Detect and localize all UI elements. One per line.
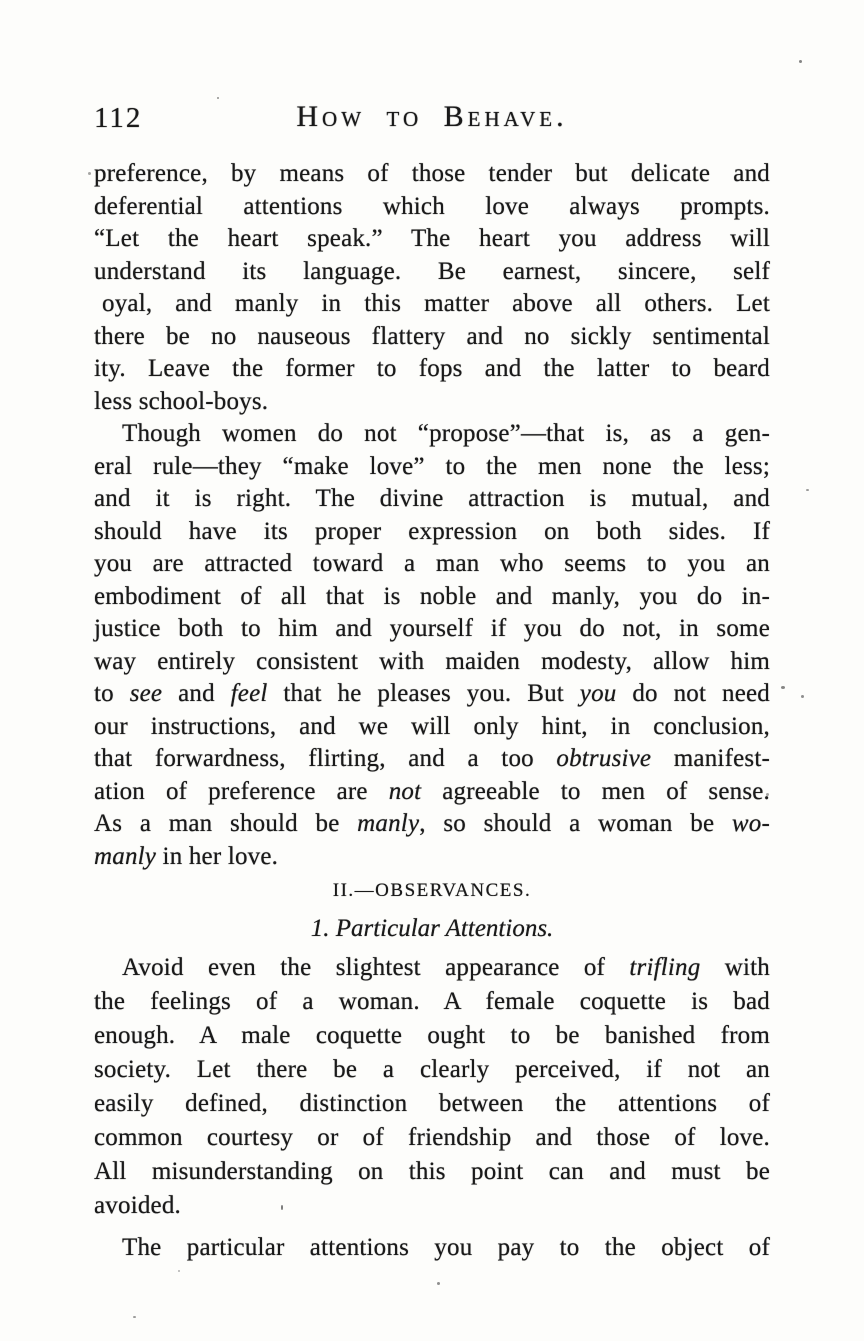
text-line [94, 1053, 770, 1087]
text-line [94, 808, 770, 841]
page-number: 112 [94, 102, 143, 134]
text-segment: manly [94, 842, 157, 870]
text-segment: , so should a woman be [419, 810, 732, 837]
scan-speck [133, 1316, 136, 1318]
text-segment: see [129, 680, 163, 707]
scan-speck [806, 489, 809, 491]
text-segment: there be no nauseous flattery and no sickly sentimental [94, 322, 770, 350]
text-line [94, 841, 770, 874]
text-segment: in her love. [156, 842, 279, 870]
text-segment: you [579, 680, 617, 707]
text-line [94, 776, 770, 809]
text-segment: Avoid even the slightest appearance of [122, 954, 630, 981]
text-line [94, 386, 770, 419]
text-line [94, 711, 770, 744]
text-segment: to [94, 680, 130, 707]
text-segment: that he pleases you. But [267, 680, 580, 707]
subsection-heading: 1. Particular Attentions. [310, 915, 554, 942]
text-line [94, 1155, 770, 1189]
text-segment: All misunderstanding on this point can and must be [94, 1158, 770, 1185]
text-line [94, 1121, 770, 1155]
text-line [94, 451, 770, 484]
text-segment: oyal, and manly in this matter above all others. Let [102, 290, 770, 317]
text-segment: avoided. [94, 1192, 181, 1219]
text-segment: our instructions, and we will only hint, in conclusion, [94, 712, 770, 740]
text-segment: should have its proper expression on both sides. If [94, 517, 770, 545]
text-line [94, 1231, 770, 1265]
text-line [94, 483, 770, 516]
text-segment: trifling [629, 954, 701, 981]
text-segment: not [388, 777, 422, 805]
text-line [94, 418, 770, 451]
text-segment: embodiment of all that is noble and manly, you do in- [94, 582, 770, 610]
text-line [94, 613, 770, 646]
text-segment: Though women do not “propose”—that is, as a gen- [122, 420, 770, 447]
text-segment: easily defined, distinction between the attentions of [94, 1090, 770, 1117]
text-segment: deferential attentions which love always prompts. [94, 192, 770, 220]
text-segment: wo- [731, 810, 770, 837]
text-segment: less school-boys. [94, 387, 269, 415]
text-line [94, 353, 770, 386]
text-segment: and it is right. The divine attraction is mutual, and [94, 485, 770, 512]
scan-speck [88, 172, 91, 175]
paragraph [94, 418, 770, 873]
text-line [94, 548, 770, 581]
text-segment: As a man should be [94, 810, 358, 837]
text-segment: with [700, 954, 770, 981]
page-body [94, 158, 770, 1265]
text-segment: “Let the heart speak.” The heart you address will [94, 225, 770, 252]
scan-speck [178, 1270, 180, 1272]
text-segment: ity. Leave the former to fops and the latter to beard [94, 355, 770, 382]
scan-speck [217, 97, 219, 99]
text-line [94, 1189, 770, 1223]
page-header [94, 100, 770, 132]
scan-speck [801, 695, 804, 698]
text-line [94, 678, 770, 711]
text-segment: understand its language. Be earnest, sincere, self [94, 257, 770, 285]
text-segment: justice both to him and yourself if you do not, in some [94, 615, 770, 642]
text-line [94, 1087, 770, 1121]
text-segment: eral rule—they “make love” to the men none the less; [94, 452, 770, 480]
text-line [94, 581, 770, 614]
text-line [94, 256, 770, 289]
text-line [94, 158, 770, 191]
text-line [94, 1019, 770, 1053]
running-title: How to Behave. [296, 100, 568, 133]
text-segment: way entirely consistent with maiden modesty, allow him [94, 647, 770, 675]
text-segment: agreeable to men of sense. [421, 777, 770, 805]
scan-speck [437, 1282, 440, 1285]
scan-speck [766, 793, 769, 796]
page-content [94, 100, 770, 1265]
scan-speck [781, 686, 785, 689]
text-segment: feel [230, 680, 268, 707]
text-segment: do not need [616, 680, 770, 707]
text-line [94, 646, 770, 679]
text-line [94, 743, 770, 776]
section-heading: II.—OBSERVANCES. [332, 880, 532, 901]
text-segment: the feelings of a woman. A female coquette is bad [94, 988, 770, 1015]
text-line [94, 321, 770, 354]
text-line [94, 985, 770, 1019]
text-segment: obtrusive [556, 745, 652, 772]
text-segment: enough. A male coquette ought to be banished from [94, 1022, 770, 1049]
text-segment: manifest- [651, 745, 770, 772]
paragraph [94, 1231, 770, 1265]
text-segment: common courtesy or of friendship and those of love. [94, 1124, 770, 1151]
paragraph [94, 951, 770, 1223]
text-segment: preference, by means of those tender but delicate and [94, 160, 770, 187]
text-segment: that forwardness, flirting, and a too [94, 745, 557, 772]
paragraph [94, 158, 770, 418]
scan-speck [281, 1205, 283, 1210]
text-segment: you are attracted toward a man who seems to you an [94, 550, 770, 577]
text-segment: manly [357, 810, 420, 837]
text-segment: ation of preference are [94, 777, 389, 805]
text-line [94, 191, 770, 224]
text-segment: and [162, 680, 231, 707]
text-segment: The particular attentions you pay to the object of [122, 1234, 770, 1261]
text-segment: society. Let there be a clearly perceived, if not an [94, 1056, 770, 1083]
text-line [94, 516, 770, 549]
scan-speck [799, 60, 802, 63]
text-line [94, 288, 770, 321]
text-line [94, 951, 770, 985]
text-line [94, 223, 770, 256]
